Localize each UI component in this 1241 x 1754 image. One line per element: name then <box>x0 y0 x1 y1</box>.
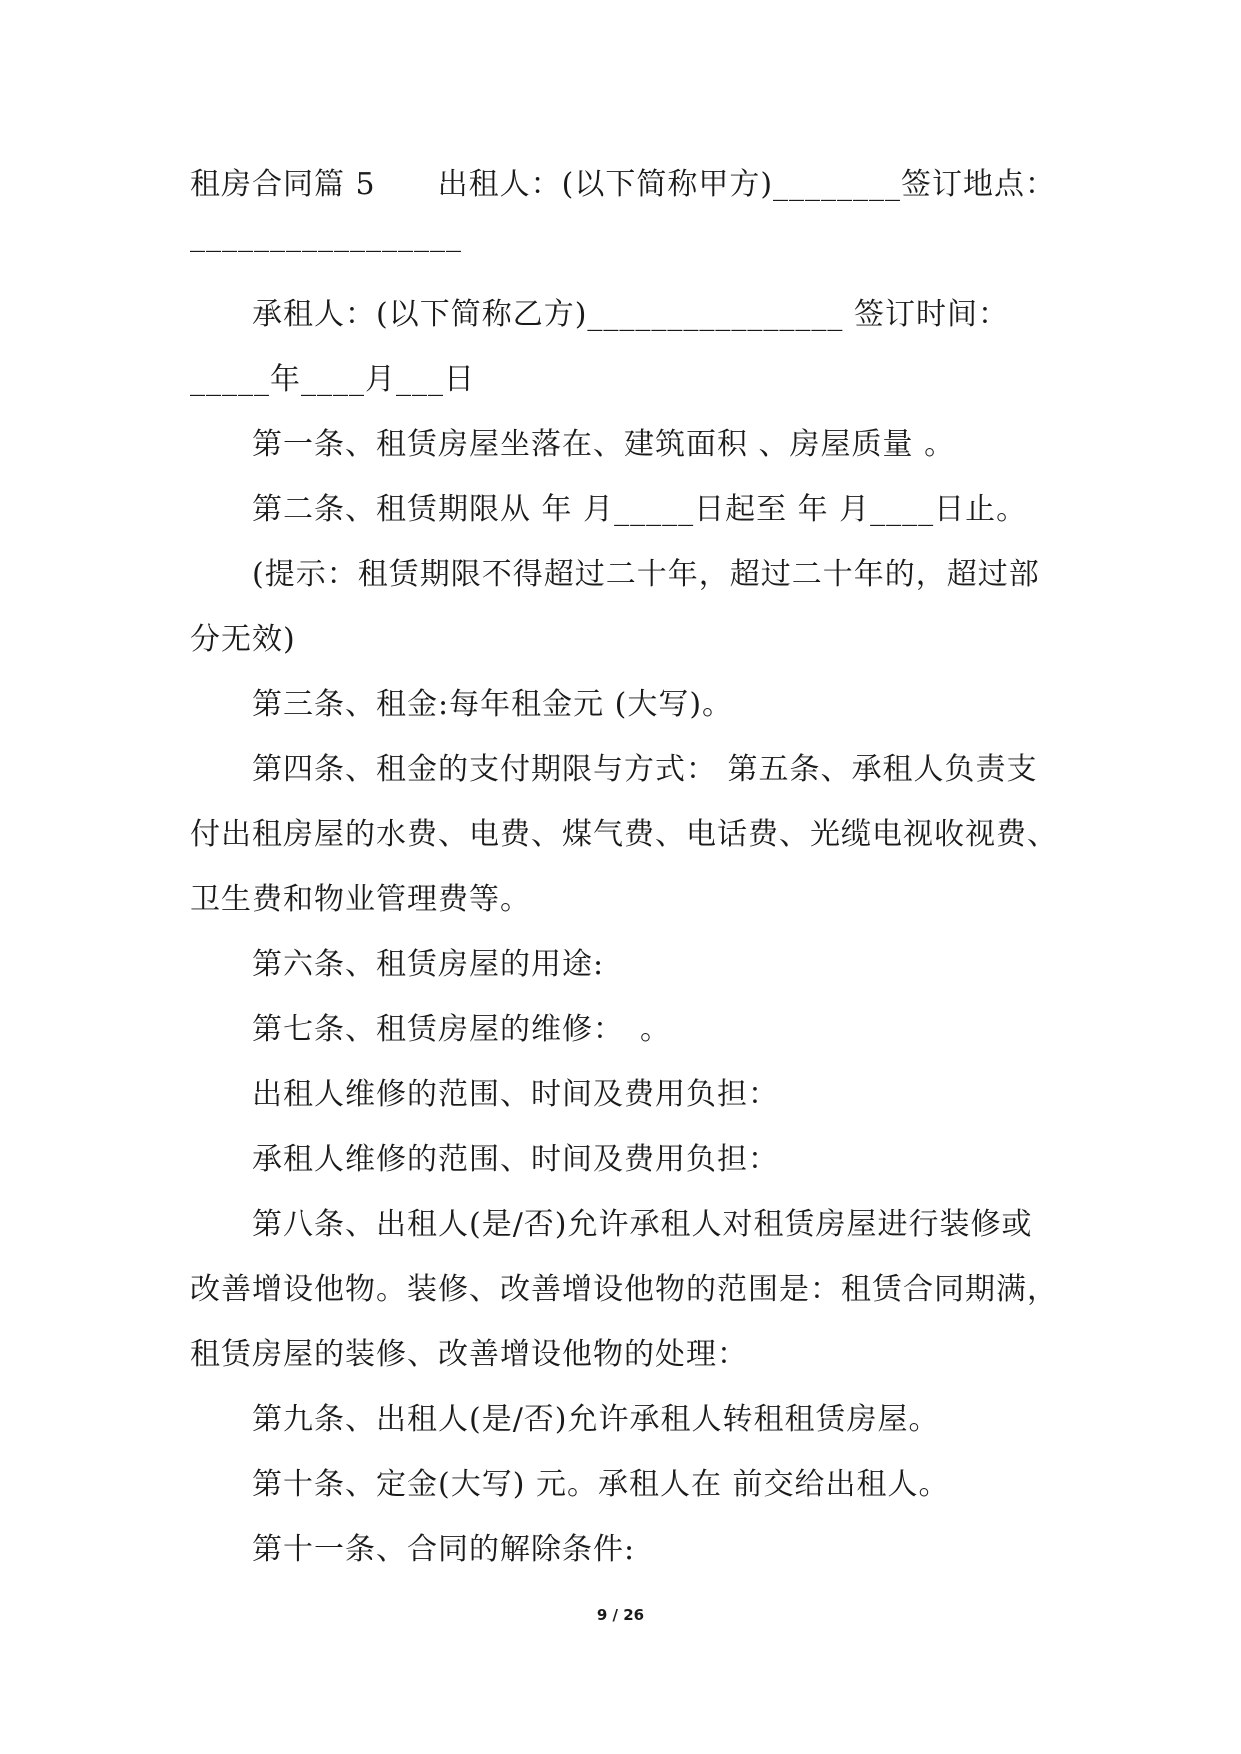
text-line: 第八条、出租人(是/否)允许承租人对租赁房屋进行装修或 <box>252 1207 1033 1242</box>
page-number: 9 / 26 <box>596 1606 645 1624</box>
text-line: 改善增设他物。装修、改善增设他物的范围是：租赁合同期满， <box>190 1272 1058 1307</box>
text-line: 第十条、定金(大写) 元。承租人在 前交给出租人。 <box>252 1467 950 1502</box>
text-line: 第九条、出租人(是/否)允许承租人转租租赁房屋。 <box>252 1402 940 1437</box>
text-line: 第四条、租金的支付期限与方式： 第五条、承租人负责支 <box>252 752 1038 787</box>
text-line: 第七条、租赁房屋的维修： 。 <box>252 1012 671 1047</box>
text-line: 第六条、租赁房屋的用途: <box>252 947 605 982</box>
text-line: (提示：租赁期限不得超过二十年，超过二十年的，超过部 <box>252 557 1040 592</box>
text-line: 第三条、租金:每年租金元 (大写)。 <box>252 687 734 722</box>
text-line: _________________ <box>190 218 462 253</box>
text-line: 第一条、租赁房屋坐落在、建筑面积 、房屋质量 。 <box>252 427 956 462</box>
text-line: 承租人：(以下简称乙方)________________ 签订时间： <box>252 297 1009 332</box>
text-line: 租赁房屋的装修、改善增设他物的处理： <box>190 1337 748 1372</box>
text-line: 第十一条、合同的解除条件: <box>252 1532 636 1567</box>
text-line: 分无效) <box>190 622 296 657</box>
text-line: 租房合同篇 5 出租人：(以下简称甲方)________签订地点： <box>190 167 1057 202</box>
text-line: 第二条、租赁期限从 年 月_____日起至 年 月____日止。 <box>252 492 1028 527</box>
text-line: 出租人维修的范围、时间及费用负担： <box>252 1077 779 1112</box>
text-line: 卫生费和物业管理费等。 <box>190 882 531 917</box>
text-line: 承租人维修的范围、时间及费用负担： <box>252 1142 779 1177</box>
text-line: 付出租房屋的水费、电费、煤气费、电话费、光缆电视收视费、 <box>190 817 1058 852</box>
text-line: _____年____月___日 <box>190 362 475 397</box>
